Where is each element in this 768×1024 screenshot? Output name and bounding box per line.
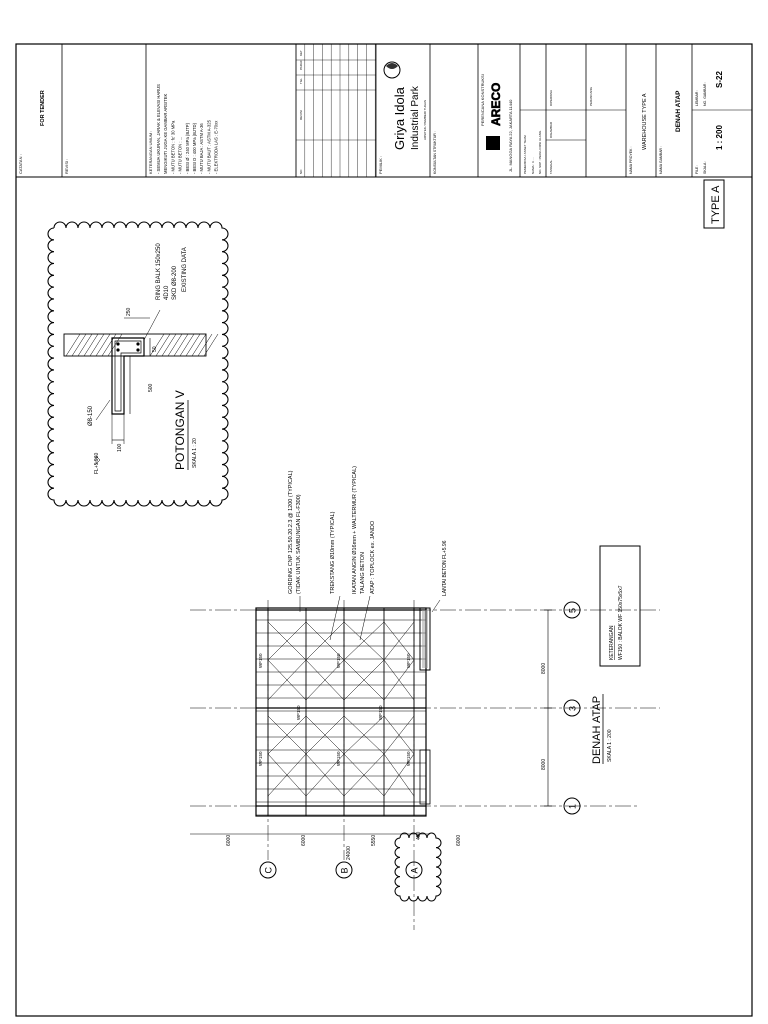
section-detail [48,222,228,506]
type-tag: TYPE A [710,185,722,224]
revision-cloud [48,222,228,506]
tabel-label-2: DIGAMBAR [549,121,553,138]
general-note: - MUTU BAJA : ASTM A-36 [199,123,205,174]
member-tag-wf: WF150 [258,653,263,668]
member-tag-wf: WF150 [378,705,383,720]
legend-item: WF150 : BALOK WF 150x75x5x7 [618,585,624,660]
section-title: POTONGAN V [173,390,187,470]
label-sengkang: Ø8-150 [88,405,94,426]
legend-title: KETERANGAN [609,625,615,660]
owner-extra: ARSITEK / PEMBERI TUGAS [423,100,427,140]
label-existing: EXISTING DATA [182,247,188,292]
elevation-label: FL+5.960 [94,452,100,474]
pemeriksa-row-1: NAMA : Ir. ... [531,157,535,174]
file-label: FILE : [695,164,699,174]
tabel-label-3: DIPERIKSA [549,89,553,106]
revision-cloud-plan [395,833,441,901]
dim-500: 500 [148,383,154,392]
plan-note: TREKSTANG Ø10mm (TYPICAL) [330,511,336,594]
dim-left: 24000 [346,846,352,860]
roof-plan [190,466,660,930]
grid-number: 3 [567,705,578,711]
plan-note: (TIDAK UNTUK SAMBUNGAN FL-F300) [296,494,302,594]
general-note: - MUTU BAUT : ASTM A-325 [206,120,212,174]
general-note: - SEMUA UKURAN, JARAK & ELEVASI HARUS [156,84,161,174]
proyek-label: NAMA PROYEK : [629,146,633,174]
grid-number: 5 [567,607,578,613]
rev-header-cell: PARAF [299,60,303,70]
konsultan-label: KONSULTAN STRUKTUR : [433,131,437,174]
label-stirrup: SKD Ø8-200 [172,265,178,300]
pemeriksa-row-2: NO. SKP : PERLU DIISI ULANG [538,130,542,174]
member-tag-wf: WF150 [258,751,263,766]
dim-x-1: 8000 [541,758,547,770]
grid-letter: A [409,867,420,874]
general-note: - BESI D : 400 MPa (BJTD) [192,123,197,174]
dim-y-5: 6000 [456,834,462,846]
proyek-name: WAREHOUSE TYPE A [642,93,648,150]
label-ring-balk: RING BALK 150x250 [156,243,162,300]
skala-value: 1 : 200 [715,125,724,150]
no-gambar-label: NO. GAMBAR : [703,81,707,106]
general-note: - MUTU BETON : fc' 30 MPa [170,120,176,174]
sheet-border [16,44,752,1016]
revisi-label: REVISI : [64,158,69,174]
tabel-sign: PERANCANG [589,86,593,106]
section-scale: SKALA 1 : 20 [192,438,198,468]
plan-scale: SKALA 1 : 200 [607,729,613,762]
company-name: Griya Idola [392,87,407,150]
rev-header-cell: KET [299,50,303,56]
gambar-label: NAMA GAMBAR : [659,145,663,174]
dim-y-4: 450 [416,831,422,840]
member-tag-wf: WF150 [336,751,341,766]
catatan-label: CATATAN : [18,154,23,174]
keterangan-label: KETERANGAN UMUM : [148,130,153,174]
label-bars: 4D10 [164,285,170,300]
plan-note: TALANG BETON [360,552,366,594]
general-note: - BESI Ø : 240 MPa (BJTP) [184,123,190,174]
consultant-address: JL. MANGGA RAYA 22, JAKARTA 11440 [508,99,513,172]
dim-y-3: 5550 [371,834,377,846]
dim-50: 50 [152,346,158,352]
member-tag-wf: WF150 [336,653,341,668]
plan-note: GORDING CNP 125.50.20.2.3 @ 1200 (TYPICAL) [288,470,294,594]
plan-title: DENAH ATAP [591,695,603,764]
general-note: - MUTU BETON : ... [177,136,183,174]
rev-header-cell: TGL [299,78,303,84]
member-tag-wf: WF150 [296,705,301,720]
dim-y-2: 6000 [301,834,307,846]
no-gambar-value: S-22 [715,71,724,88]
consultant-sub: PERENCANA KONSTRUKSI [480,74,485,126]
plan-note: IKATAN ANGIN Ø16mm + WALTERMUR (TYPICAL) [352,466,358,594]
rev-header-cell: NO [299,169,303,174]
consultant-name: ARECO [489,82,503,126]
skala-label: SKALA : [703,160,707,174]
lembar-label: LEMBAR : [695,89,699,106]
dim-250: 250 [126,307,132,316]
grid-letter: B [339,867,350,874]
status-text: FOR TENDER [40,90,46,126]
beton-note: LANTAI BETON FL+5.96 [442,540,448,596]
member-tag-wf: WF150 [406,653,411,668]
pemeriksa-label: PEMERIKSA / ASSET TEAM [523,135,527,174]
member-tag-wf: WF150 [406,751,411,766]
grid-number: 1 [567,803,578,809]
company-sub: Industrial Park [410,86,421,150]
grid-letter: C [263,867,274,874]
owner-label: PEMILIK : [378,155,383,174]
tabel-label-1: TANGGAL [549,159,553,174]
dim-x-2: 8000 [541,662,547,674]
general-note: MENGIKUTI JUGA KE GAMBAR ARSITEK [163,93,169,174]
dim-y-1: 6000 [226,834,232,846]
dim-100: 100 [117,443,123,452]
gambar-name: DENAH ATAP [675,90,682,132]
rev-header-cell: REVISI [299,110,303,120]
plan-note: ATAP : TOPLOCK ex. JANDO [370,520,376,594]
general-note: - ELEKTRODA LAS : E-70xx [213,120,219,174]
